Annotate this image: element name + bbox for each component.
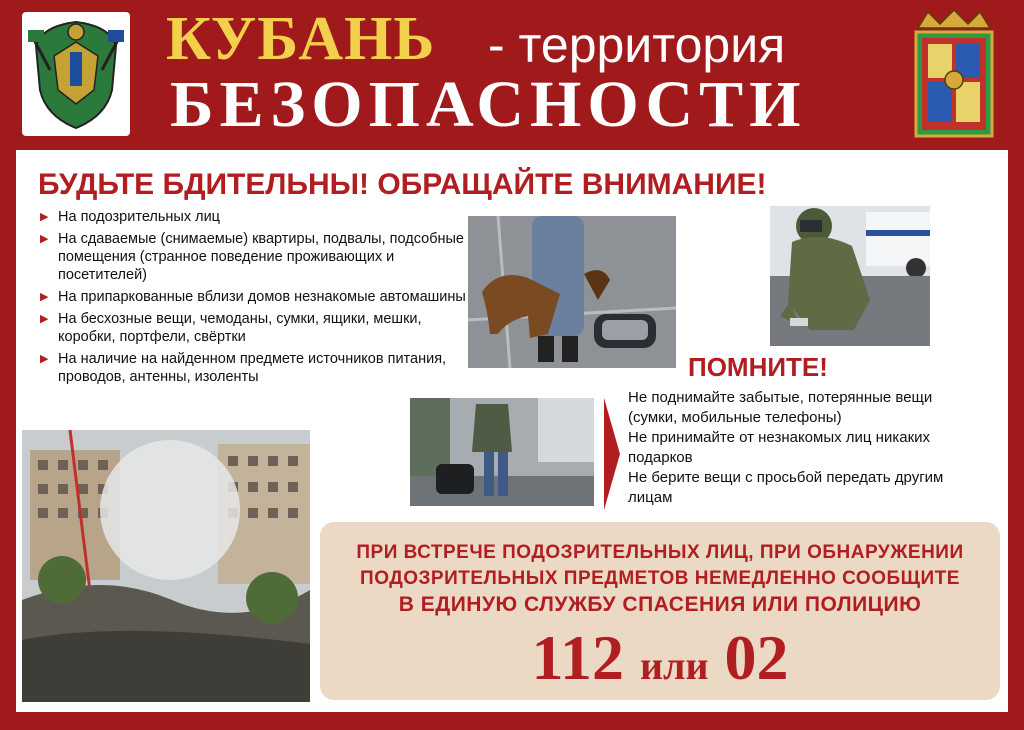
emergency-instructions — [320, 540, 1000, 618]
title-security: БЕЗОПАСНОСТИ — [170, 68, 807, 141]
instruction-line: ПРИ ВСТРЕЧЕ ПОДОЗРИТЕЛЬНЫХ ЛИЦ, ПРИ ОБНАРУЖЕНИИ — [356, 542, 964, 563]
collapsed-building-photo — [22, 430, 310, 702]
krasnodar-krai-coat-of-arms-icon — [22, 12, 130, 136]
abandoned-bag-photo — [410, 398, 594, 506]
list-item: Не принимайте от незнакомых лиц никаких подарков — [628, 429, 931, 466]
emergency-numbers — [320, 622, 1000, 698]
content-panel — [16, 150, 1008, 712]
remember-arrow-icon — [604, 398, 620, 510]
emergency-number-112: 112 — [531, 622, 624, 693]
title-territory: - территория — [488, 17, 786, 73]
remember-heading: ПОМНИТЕ! — [688, 352, 828, 382]
instruction-line: ПОДОЗРИТЕЛЬНЫХ ПРЕДМЕТОВ НЕМЕДЛЕННО СООБЩИТЕ — [360, 568, 960, 589]
emergency-call-box — [320, 522, 1000, 700]
remember-list — [628, 388, 968, 508]
list-item: Не берите вещи с просьбой передать другим лицам — [628, 469, 944, 506]
attention-list — [40, 208, 470, 390]
instruction-line: В ЕДИНУЮ СЛУЖБУ СПАСЕНИЯ ИЛИ ПОЛИЦИЮ — [398, 593, 922, 616]
header — [0, 0, 1024, 150]
list-item: ▶ На наличие на найденном предмете источников питания, проводов, антенны, изоленты — [40, 350, 470, 386]
vigilance-headline: БУДЬТЕ БДИТЕЛЬНЫ! ОБРАЩАЙТЕ ВНИМАНИЕ! — [38, 168, 767, 201]
title-kuban: КУБАНЬ — [166, 5, 436, 73]
list-item: ▶ На подозрительных лиц — [40, 208, 470, 226]
bomb-disposal-expert-photo — [770, 206, 930, 346]
or-label: или — [639, 643, 709, 688]
krasnodar-city-coat-of-arms-icon — [908, 8, 1000, 142]
list-item: ▶ На бесхозные вещи, чемоданы, сумки, ящики, мешки, коробки, портфели, свёртки — [40, 310, 470, 346]
list-item: Не поднимайте забытые, потерянные вещи (сумки, мобильные телефоны) — [628, 389, 933, 426]
list-item: ▶ На сдаваемые (снимаемые) квартиры, подвалы, подсобные помещения (странное поведение проживающих и посетителей) — [40, 230, 470, 284]
police-dog-inspecting-bag-photo — [468, 216, 676, 368]
list-item: ▶ На припаркованные вблизи домов незнакомые автомашины — [40, 288, 470, 306]
police-number-02: 02 — [724, 622, 789, 693]
